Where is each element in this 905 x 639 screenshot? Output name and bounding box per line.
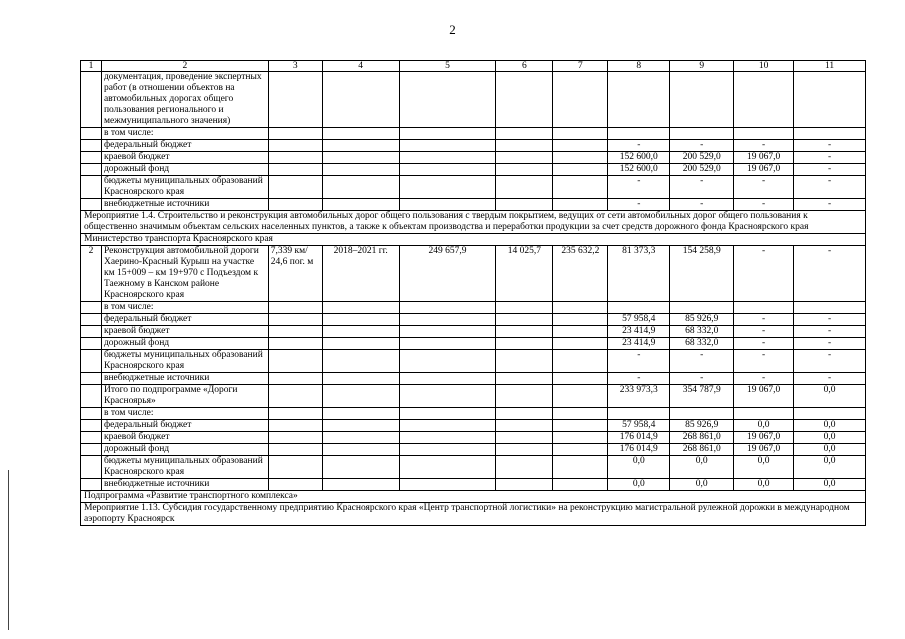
cell-v8 [608, 408, 670, 420]
cell-v11: - [794, 140, 866, 152]
cell-v9: 200 529,0 [670, 152, 734, 164]
cell-v11: - [794, 373, 866, 385]
cell-v9 [670, 408, 734, 420]
cell-v8: - [608, 373, 670, 385]
cell-v8: 57 958,4 [608, 314, 670, 326]
cell-v8: - [608, 199, 670, 211]
item-period: 2018–2021 гг. [322, 246, 399, 302]
cell-v10 [734, 408, 794, 420]
table-row [81, 408, 866, 420]
row-label: дорожный фонд [101, 338, 268, 350]
cell-v11: - [794, 314, 866, 326]
col-header: 11 [794, 61, 866, 72]
col-header: 1 [81, 61, 102, 72]
cell-v9: 68 332,0 [670, 326, 734, 338]
cell-v8: 23 414,9 [608, 326, 670, 338]
row-label: в том числе: [101, 128, 268, 140]
col-header: 8 [608, 61, 670, 72]
col-header: 4 [322, 61, 399, 72]
cell-v8: - [608, 350, 670, 373]
row-label: федеральный бюджет [101, 314, 268, 326]
cell-v10 [734, 128, 794, 140]
row-label: внебюджетные источники [101, 479, 268, 491]
measure-1-13-text: Мероприятие 1.13. Субсидия государственному предприятию Красноярского края «Центр транспортной логистики» на реконструкцию магистральной рулежной дорожки в международном аэропорту Красноярск [81, 503, 866, 526]
row-label: бюджеты муниципальных образований Красноярского края [101, 176, 268, 199]
cell-v10: - [734, 199, 794, 211]
cell-v10: 19 067,0 [734, 444, 794, 456]
cell-v8: 176 014,9 [608, 444, 670, 456]
row-label: в том числе: [101, 408, 268, 420]
row-label: бюджеты муниципальных образований Красноярского края [101, 350, 268, 373]
row-label: дорожный фонд [101, 164, 268, 176]
table-row [81, 314, 866, 326]
row-description: документация, проведение экспертных работ (в отношении объектов на автомобильных дорогах общего пользования регионального и межмуниципального значения) [101, 72, 268, 128]
cell-v11: 0,0 [794, 432, 866, 444]
measure-1-4-text: Мероприятие 1.4. Строительство и реконструкция автомобильных дорог общего пользования с твердым покрытием, ведущих от сети автомобильных дорог общего пользования к общественно значимым объектам сельских населенных пунктов, а также к объектам производства и переработки продукции за счет средств дорожного фонда Красноярского края [81, 211, 866, 234]
cell-v10: 19 067,0 [734, 164, 794, 176]
ministry-row [81, 234, 866, 246]
item-length: 7,339 км/ 24,6 пог. м [268, 246, 322, 302]
cell-v11: - [794, 338, 866, 350]
table-row [81, 444, 866, 456]
cell-v8: 81 373,3 [608, 246, 670, 302]
total-row [81, 385, 866, 408]
subprogram-text: Подпрограмма «Развитие транспортного комплекса» [81, 491, 866, 503]
cell-v9: 268 861,0 [670, 432, 734, 444]
cell-v11: 0,0 [794, 420, 866, 432]
cell-v7: 235 632,2 [553, 246, 608, 302]
col-header: 2 [101, 61, 268, 72]
cell-v9: 85 926,9 [670, 314, 734, 326]
row-label: внебюджетные источники [101, 199, 268, 211]
column-number-row [81, 61, 866, 72]
col-header: 9 [670, 61, 734, 72]
col-header: 7 [553, 61, 608, 72]
cell-v5: 249 657,9 [399, 246, 496, 302]
cell-v8: 152 600,0 [608, 152, 670, 164]
cell-v10: 19 067,0 [734, 432, 794, 444]
table-row [81, 479, 866, 491]
item-name: Реконструкция автомобильной дороги Хаерино-Красный Курыш на участке км 15+009 – км 19+970 с Подъездом к Таежному в Канском районе Красноярского края [101, 246, 268, 302]
table-row [81, 176, 866, 199]
cell-v9: - [670, 176, 734, 199]
cell-v8: 176 014,9 [608, 432, 670, 444]
cell-v10 [734, 302, 794, 314]
item-number: 2 [81, 246, 102, 302]
subprogram-row [81, 491, 866, 503]
table-row [81, 373, 866, 385]
table-row [81, 199, 866, 211]
cell-v11: - [794, 164, 866, 176]
cell-v11 [794, 128, 866, 140]
row-label: федеральный бюджет [101, 140, 268, 152]
cell-v10: 0,0 [734, 420, 794, 432]
cell-v11 [794, 408, 866, 420]
cell-v11: - [794, 152, 866, 164]
cell-v11: 0,0 [794, 444, 866, 456]
row-label: краевой бюджет [101, 432, 268, 444]
row-label: в том числе: [101, 302, 268, 314]
col-header: 10 [734, 61, 794, 72]
cell-v9: 85 926,9 [670, 420, 734, 432]
row-label: дорожный фонд [101, 444, 268, 456]
table-row [81, 72, 866, 128]
cell-v10: - [734, 176, 794, 199]
cell-v10: 0,0 [734, 479, 794, 491]
cell-v8: 0,0 [608, 456, 670, 479]
col-header: 5 [399, 61, 496, 72]
cell-v9: 200 529,0 [670, 164, 734, 176]
cell-v9: 154 258,9 [670, 246, 734, 302]
cell-v11: - [794, 199, 866, 211]
cell-v11: 0,0 [794, 385, 866, 408]
cell-v8: 57 958,4 [608, 420, 670, 432]
cell-v9: 68 332,0 [670, 338, 734, 350]
table-row [81, 302, 866, 314]
cell-v10: - [734, 246, 794, 302]
cell-v11: 0,0 [794, 479, 866, 491]
table-row [81, 140, 866, 152]
ministry-text: Министерство транспорта Красноярского края [81, 234, 866, 246]
cell-v10: - [734, 373, 794, 385]
col-header: 6 [496, 61, 553, 72]
table-row [81, 246, 866, 302]
row-label: внебюджетные источники [101, 373, 268, 385]
cell-v8: 233 973,3 [608, 385, 670, 408]
table-row [81, 128, 866, 140]
total-label: Итого по подпрограмме «Дороги Красноярья» [101, 385, 268, 408]
cell-v9: - [670, 140, 734, 152]
measure-row [81, 503, 866, 526]
cell-v8: 152 600,0 [608, 164, 670, 176]
cell-v10: - [734, 314, 794, 326]
table-row [81, 420, 866, 432]
table-row [81, 350, 866, 373]
cell-v8: - [608, 176, 670, 199]
cell-v10: - [734, 338, 794, 350]
row-label: бюджеты муниципальных образований Красноярского края [101, 456, 268, 479]
cell-v10: 19 067,0 [734, 152, 794, 164]
table-row [81, 338, 866, 350]
cell-v8: 0,0 [608, 479, 670, 491]
col-header: 3 [268, 61, 322, 72]
cell-v11: - [794, 176, 866, 199]
cell-v8: 23 414,9 [608, 338, 670, 350]
cell-v8: - [608, 140, 670, 152]
cell-v6: 14 025,7 [496, 246, 553, 302]
cell-v11: 0,0 [794, 456, 866, 479]
scan-edge-line [8, 470, 9, 630]
cell-v8 [608, 128, 670, 140]
table-row [81, 456, 866, 479]
cell-v9 [670, 128, 734, 140]
cell-v9: 0,0 [670, 456, 734, 479]
table-row [81, 326, 866, 338]
cell-v10: 19 067,0 [734, 385, 794, 408]
page-number: 2 [449, 22, 456, 37]
cell-v9: 354 787,9 [670, 385, 734, 408]
cell-v9: - [670, 350, 734, 373]
cell-v9: 0,0 [670, 479, 734, 491]
table-row [81, 432, 866, 444]
row-label: федеральный бюджет [101, 420, 268, 432]
cell-v10: - [734, 140, 794, 152]
cell-v9: - [670, 199, 734, 211]
cell-v10: - [734, 350, 794, 373]
cell-v9: 268 861,0 [670, 444, 734, 456]
table-row [81, 152, 866, 164]
cell-v10: 0,0 [734, 456, 794, 479]
cell-v11: - [794, 246, 866, 302]
cell-v11: - [794, 326, 866, 338]
cell-v9 [670, 302, 734, 314]
budget-table [80, 60, 866, 526]
cell-v8 [608, 302, 670, 314]
cell-v11: - [794, 350, 866, 373]
cell-v9: - [670, 373, 734, 385]
cell-v11 [794, 302, 866, 314]
table-row [81, 164, 866, 176]
cell-v10: - [734, 326, 794, 338]
measure-row [81, 211, 866, 234]
row-label: краевой бюджет [101, 152, 268, 164]
row-label: краевой бюджет [101, 326, 268, 338]
